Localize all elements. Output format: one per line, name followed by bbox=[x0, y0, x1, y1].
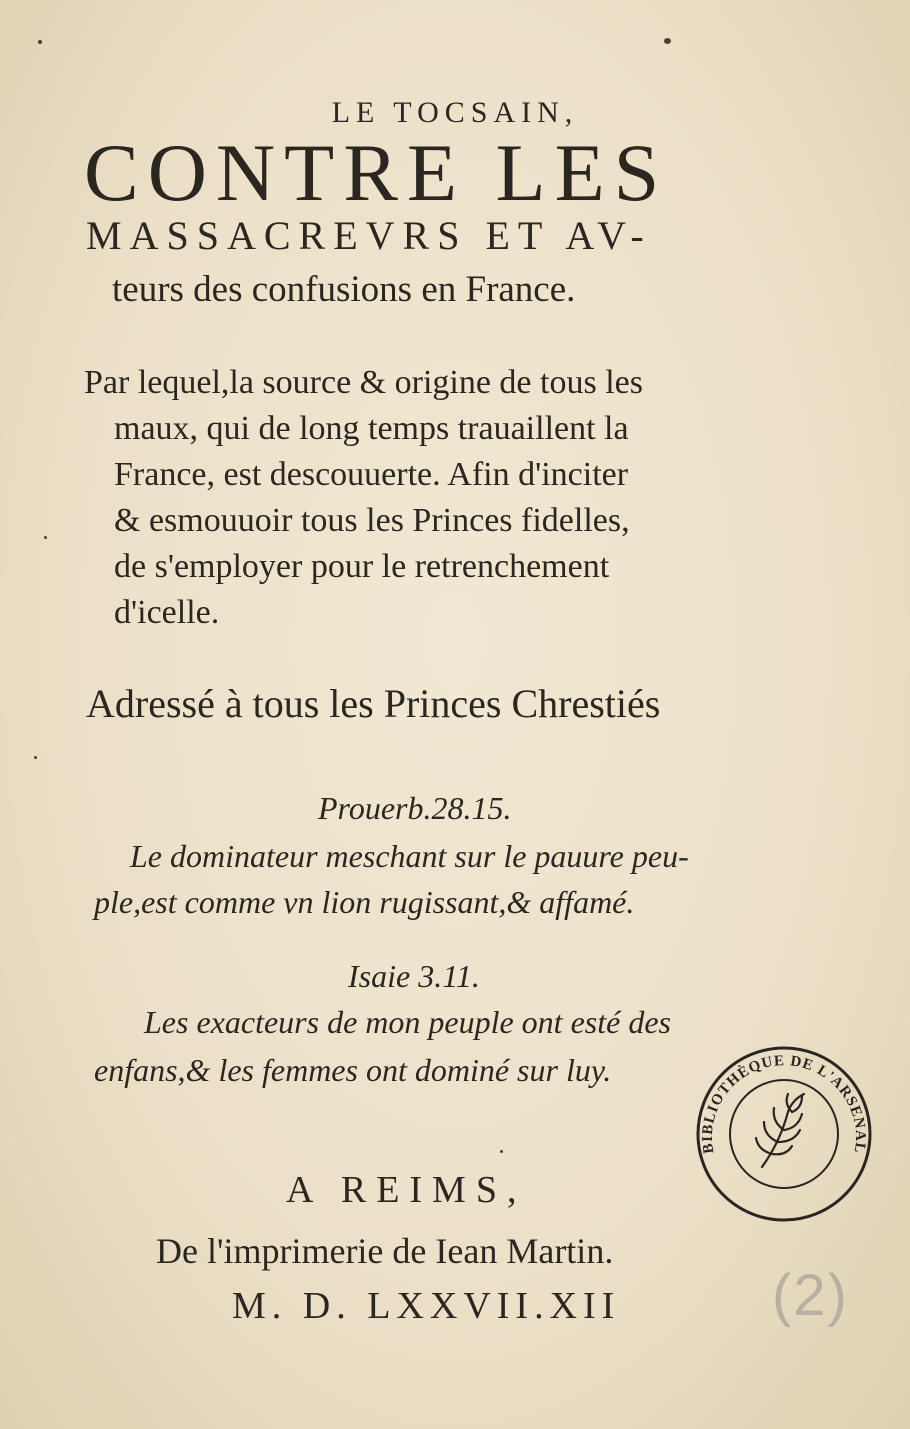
imprint-place: A REIMS, bbox=[286, 1169, 527, 1211]
library-stamp bbox=[692, 1042, 876, 1226]
quote-text-line: Le dominateur meschant sur le pauure peu- bbox=[130, 838, 689, 874]
ink-speck bbox=[664, 38, 671, 44]
quote-reference-proverbs: Prouerb.28.15. bbox=[318, 790, 512, 826]
quote-text-line: Les exacteurs de mon peuple ont esté des bbox=[144, 1004, 671, 1040]
quote-text-line: enfans,& les femmes ont dominé sur luy. bbox=[94, 1052, 612, 1088]
ink-speck bbox=[500, 1150, 503, 1153]
laurel-branch-icon bbox=[756, 1094, 804, 1167]
imprint-printer: De l'imprimerie de Iean Martin. bbox=[156, 1231, 614, 1271]
address-line: Adressé à tous les Princes Chrestiés bbox=[86, 681, 661, 726]
body-line: Par lequel,la source & origine de tous les bbox=[84, 364, 643, 401]
title-line-1: LE TOCSAIN, bbox=[331, 96, 579, 129]
stamp-text: BIBLIOTHÈQUE DE L'ARSENAL bbox=[699, 1052, 869, 1155]
pencil-shelf-mark: (2) bbox=[772, 1263, 849, 1328]
ink-speck bbox=[38, 40, 42, 44]
body-line: de s'employer pour le retrenchement bbox=[114, 548, 610, 585]
title-line-4: teurs des confusions en France. bbox=[112, 269, 576, 310]
title-line-2: CONTRE LES bbox=[84, 127, 669, 218]
body-line: maux, qui de long temps trauaillent la bbox=[114, 410, 629, 447]
body-line: & esmouuoir tous les Princes fidelles, bbox=[114, 502, 630, 539]
body-line: France, est descouuerte. Afin d'inciter bbox=[114, 456, 629, 493]
body-line: d'icelle. bbox=[114, 594, 220, 631]
title-line-3: MASSACREVRS ET AV- bbox=[86, 213, 652, 258]
imprint-year: M. D. LXXVII.XII bbox=[232, 1285, 621, 1327]
ink-speck bbox=[34, 756, 37, 759]
svg-text:BIBLIOTHÈQUE DE L'ARSENAL bbox=[700, 1053, 868, 1155]
ink-speck bbox=[44, 536, 47, 539]
quote-reference-isaiah: Isaie 3.11. bbox=[348, 958, 480, 994]
quote-text-line: ple,est comme vn lion rugissant,& affamé. bbox=[94, 884, 635, 920]
